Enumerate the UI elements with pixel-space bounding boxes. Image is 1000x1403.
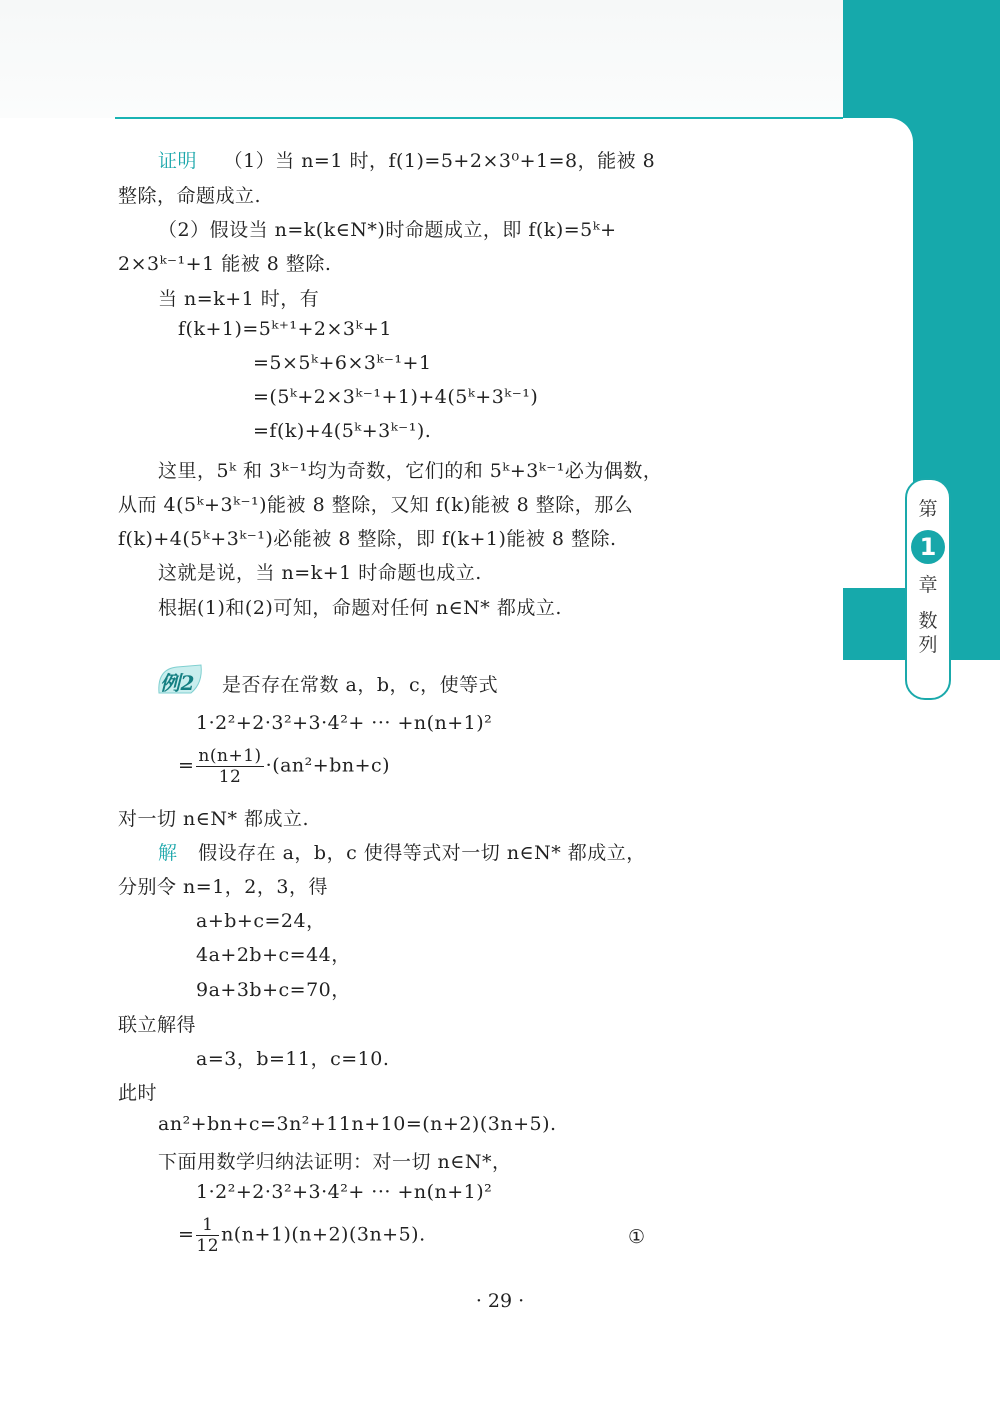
proof-eq-2: =5×5ᵏ+6×3ᵏ⁻¹+1	[253, 352, 432, 374]
system-eq-2: 4a+2b+c=44，	[196, 944, 351, 966]
proof-line-1: 证明 （1）当 n=1 时，f(1)=5+2×3⁰+1=8，能被 8	[158, 150, 656, 172]
solution-factor: an²+bn+c=3n²+11n+10=(n+2)(3n+5).	[158, 1113, 557, 1135]
equation-marker: ①	[628, 1226, 646, 1248]
proof-label: 证明	[158, 150, 198, 172]
page-number: · 29 ·	[475, 1290, 525, 1312]
induction-eq-2: = $\frac{1}{12}$ n(n+1)(n+2)(3n+5).	[178, 1215, 426, 1256]
solution-line-5: 下面用数学归纳法证明：对一切 n∈N*，	[158, 1151, 512, 1173]
proof-line-7: 从而 4(5ᵏ+3ᵏ⁻¹)能被 8 整除，又知 f(k)能被 8 整除，那么	[118, 494, 634, 516]
fraction: $\frac{1}{12}$	[196, 1215, 220, 1256]
solution-line-3: 联立解得	[118, 1014, 197, 1036]
proof-line-5: 当 n=k+1 时，有	[158, 288, 320, 310]
proof-line-6: 这里，5ᵏ 和 3ᵏ⁻¹均为奇数，它们的和 5ᵏ+3ᵏ⁻¹必为偶数，	[158, 460, 663, 482]
system-eq-1: a+b+c=24，	[196, 910, 326, 932]
solution-line-2: 分别令 n=1，2，3，得	[118, 876, 328, 898]
chapter-suffix: 章	[918, 574, 938, 596]
proof-eq-4: =f(k)+4(5ᵏ+3ᵏ⁻¹).	[253, 420, 432, 442]
example-badge-label: 例2	[160, 671, 195, 695]
chapter-title-2: 列	[918, 634, 938, 656]
solution-values: a=3，b=11，c=10.	[196, 1048, 390, 1070]
example-question: 是否存在常数 a，b，c，使等式	[222, 674, 499, 696]
proof-line-4: 2×3ᵏ⁻¹+1 能被 8 整除.	[118, 253, 332, 275]
solution-line-4: 此时	[118, 1082, 158, 1104]
solution-line-1: 解 假设存在 a，b，c 使得等式对一切 n∈N* 都成立，	[158, 842, 646, 864]
chapter-title-1: 数	[918, 610, 938, 632]
fraction: $\frac{n(n+1)}{12}$	[198, 746, 262, 787]
proof-line-3: （2）假设当 n=k(k∈N*)时命题成立，即 f(k)=5ᵏ+	[158, 219, 617, 241]
proof-line-9: 这就是说，当 n=k+1 时命题也成立.	[158, 562, 482, 584]
chapter-number: 1	[911, 530, 945, 564]
proof-line-10: 根据(1)和(2)可知，命题对任何 n∈N* 都成立.	[158, 597, 562, 619]
proof-eq-1: f(k+1)=5ᵏ⁺¹+2×3ᵏ+1	[178, 318, 392, 340]
proof-eq-3: =(5ᵏ+2×3ᵏ⁻¹+1)+4(5ᵏ+3ᵏ⁻¹)	[253, 386, 539, 408]
example-tail: 对一切 n∈N* 都成立.	[118, 808, 310, 830]
proof-line-8: f(k)+4(5ᵏ+3ᵏ⁻¹)必能被 8 整除，即 f(k+1)能被 8 整除.	[118, 528, 617, 550]
induction-eq-1: 1·2²+2·3²+3·4²+ ··· +n(n+1)²	[196, 1181, 493, 1203]
sidebar-notch	[843, 118, 913, 588]
solution-label: 解	[158, 842, 178, 864]
header-rule	[115, 117, 845, 119]
chapter-tab[interactable]	[905, 478, 951, 700]
example-eq-1: 1·2²+2·3²+3·4²+ ··· +n(n+1)²	[196, 712, 493, 734]
proof-line-2: 整除，命题成立.	[118, 185, 262, 207]
header-band	[0, 0, 850, 118]
example-eq-2: = $\frac{n(n+1)}{12}$ ·(an²+bn+c)	[178, 746, 391, 787]
system-eq-3: 9a+3b+c=70，	[196, 979, 351, 1001]
chapter-prefix: 第	[918, 498, 938, 520]
